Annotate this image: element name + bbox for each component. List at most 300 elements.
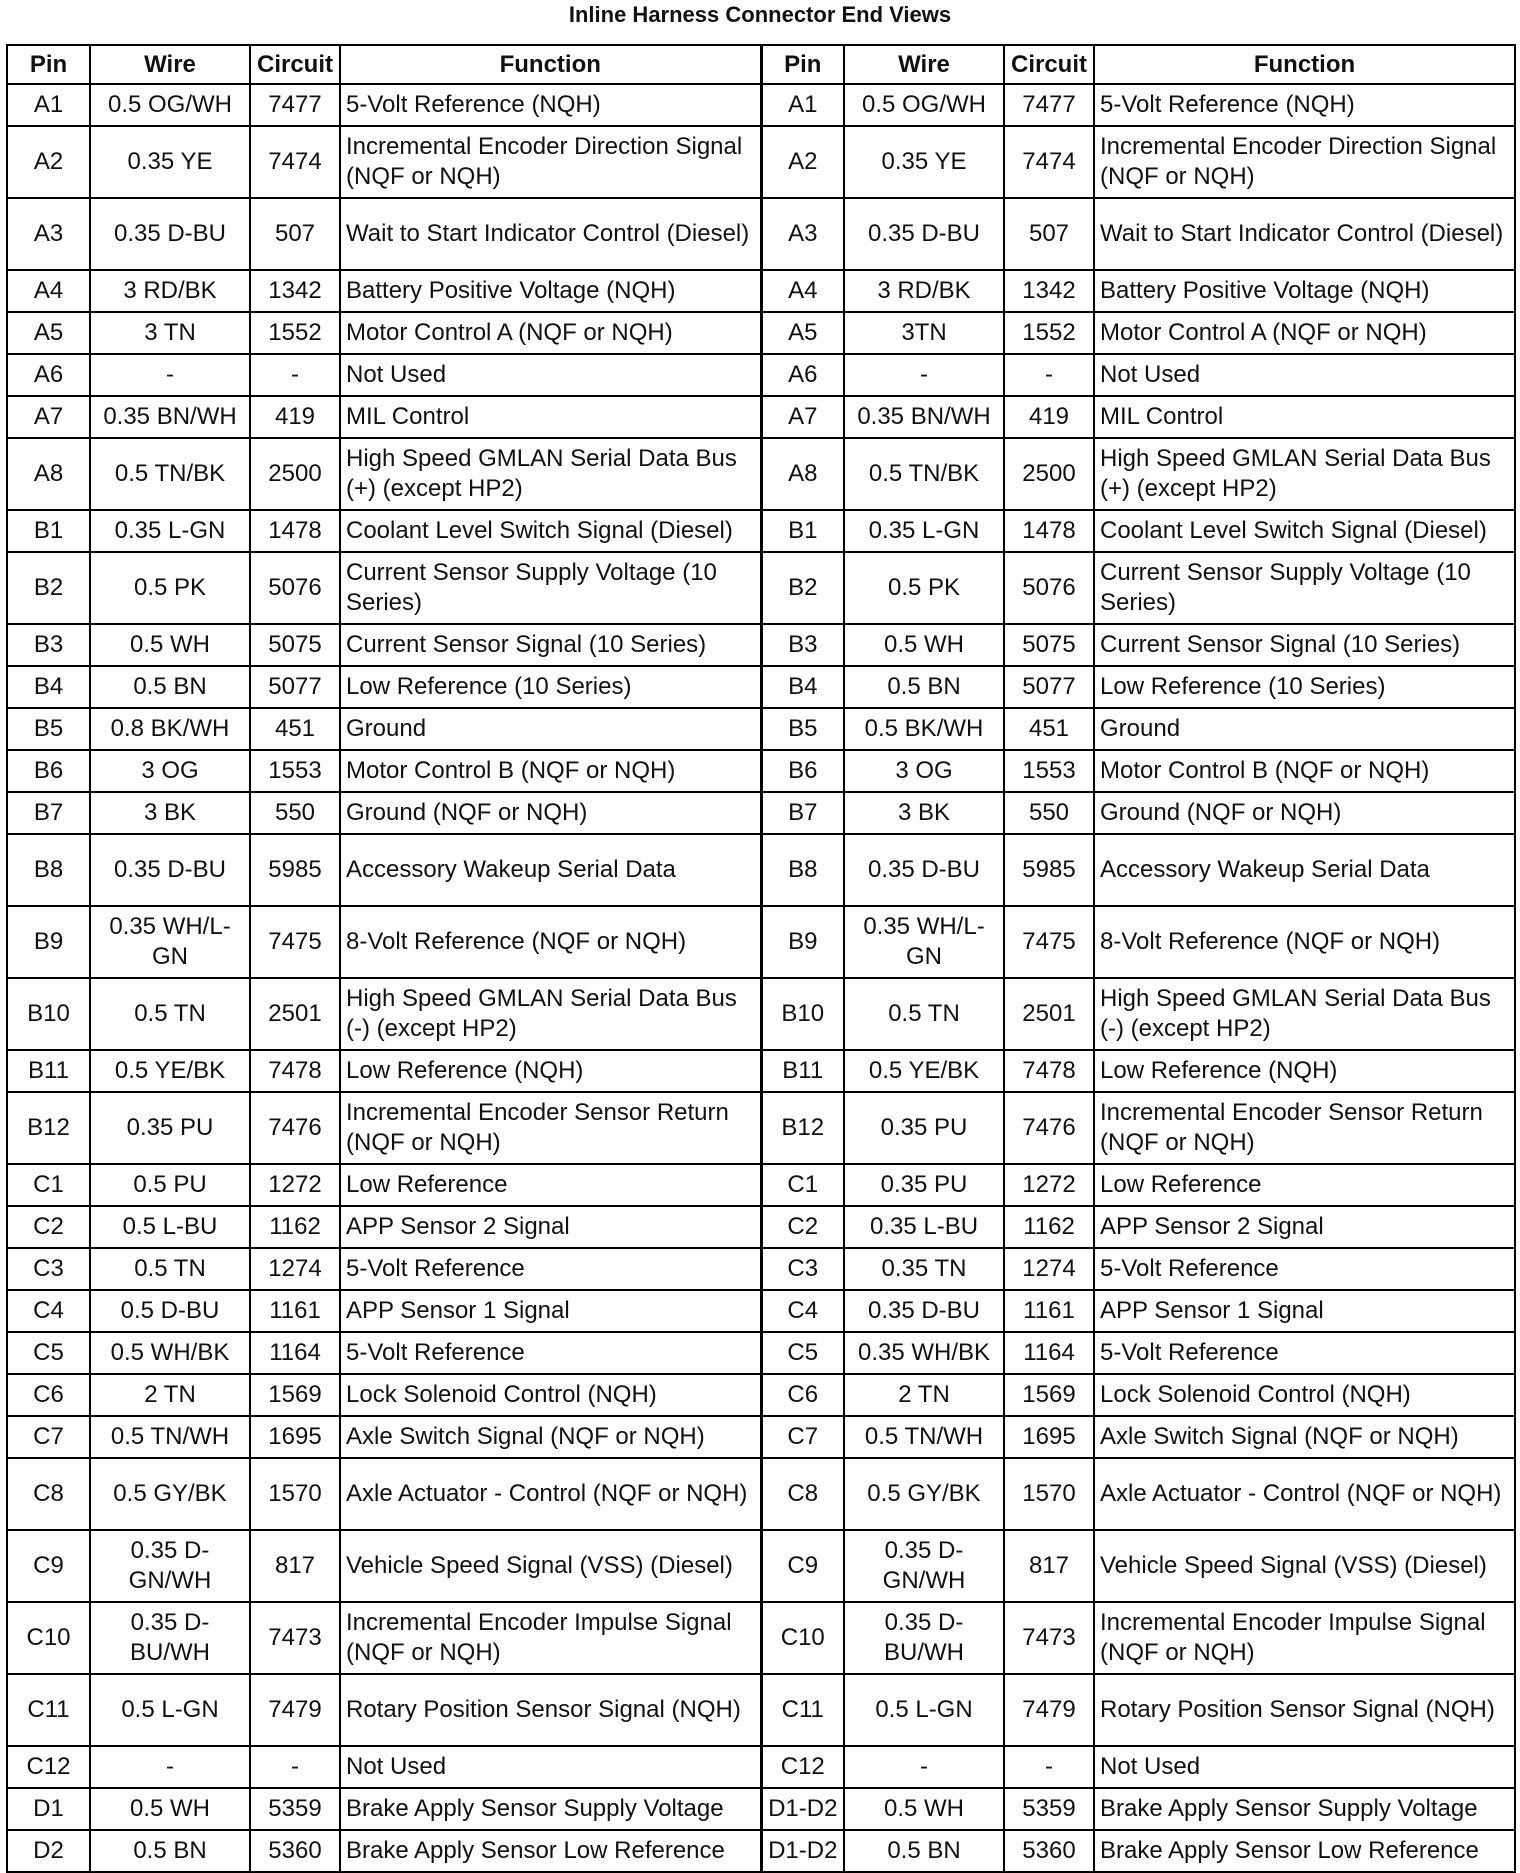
circuit-cell: - [1004, 1746, 1094, 1788]
pin-cell: C12 [7, 1746, 90, 1788]
wire-cell: 2 TN [90, 1374, 250, 1416]
pin-cell: C2 [7, 1206, 90, 1248]
wire-cell: 0.5 L-GN [90, 1674, 250, 1746]
function-cell: Battery Positive Voltage (NQH) [1094, 270, 1515, 312]
circuit-cell: 5076 [250, 552, 340, 624]
function-cell: Lock Solenoid Control (NQH) [340, 1374, 761, 1416]
circuit-cell: - [1004, 354, 1094, 396]
function-cell: 5-Volt Reference [1094, 1248, 1515, 1290]
pin-cell: B1 [761, 510, 844, 552]
circuit-cell: 7478 [250, 1050, 340, 1092]
table-row [7, 126, 1515, 198]
circuit-cell: 1161 [250, 1290, 340, 1332]
circuit-cell: 550 [1004, 792, 1094, 834]
function-cell: Lock Solenoid Control (NQH) [1094, 1374, 1515, 1416]
wire-cell: 0.5 TN/BK [844, 438, 1004, 510]
connector-table [6, 44, 1516, 1873]
header-wire: Wire [844, 45, 1004, 84]
function-cell: High Speed GMLAN Serial Data Bus (-) (except HP2) [340, 978, 761, 1050]
function-cell: APP Sensor 2 Signal [1094, 1206, 1515, 1248]
wire-cell: 0.35 WH/L-GN [90, 906, 250, 978]
pin-cell: B3 [7, 624, 90, 666]
circuit-cell: 1553 [1004, 750, 1094, 792]
function-cell: 5-Volt Reference [340, 1248, 761, 1290]
function-cell: High Speed GMLAN Serial Data Bus (+) (except HP2) [1094, 438, 1515, 510]
circuit-cell: 5075 [250, 624, 340, 666]
circuit-cell: 419 [250, 396, 340, 438]
wire-cell: 0.35 PU [844, 1164, 1004, 1206]
wire-cell: 0.5 TN/WH [844, 1416, 1004, 1458]
function-cell: Ground [1094, 708, 1515, 750]
circuit-cell: 1162 [1004, 1206, 1094, 1248]
wire-cell: 0.5 TN [90, 978, 250, 1050]
table-row [7, 792, 1515, 834]
table-row [7, 552, 1515, 624]
table-row [7, 1332, 1515, 1374]
circuit-cell: 7474 [1004, 126, 1094, 198]
function-cell: Incremental Encoder Impulse Signal (NQF or NQH) [340, 1602, 761, 1674]
function-cell: MIL Control [340, 396, 761, 438]
pin-cell: A1 [761, 84, 844, 126]
wire-cell: 0.5 OG/WH [90, 84, 250, 126]
header-wire: Wire [90, 45, 250, 84]
function-cell: Battery Positive Voltage (NQH) [340, 270, 761, 312]
circuit-cell: 7479 [1004, 1674, 1094, 1746]
pin-cell: A5 [761, 312, 844, 354]
function-cell: Incremental Encoder Direction Signal (NQF or NQH) [340, 126, 761, 198]
circuit-cell: 5077 [1004, 666, 1094, 708]
wire-cell: 0.5 GY/BK [90, 1458, 250, 1530]
wire-cell: 0.35 PU [844, 1092, 1004, 1164]
pin-cell: C4 [7, 1290, 90, 1332]
table-row [7, 666, 1515, 708]
pin-cell: A6 [761, 354, 844, 396]
table-row [7, 750, 1515, 792]
function-cell: Low Reference [1094, 1164, 1515, 1206]
table-row [7, 1746, 1515, 1788]
circuit-cell: 7473 [250, 1602, 340, 1674]
circuit-cell: 7478 [1004, 1050, 1094, 1092]
function-cell: Axle Switch Signal (NQF or NQH) [1094, 1416, 1515, 1458]
header-circuit: Circuit [250, 45, 340, 84]
function-cell: Coolant Level Switch Signal (Diesel) [1094, 510, 1515, 552]
circuit-cell: 507 [1004, 198, 1094, 270]
pin-cell: A1 [7, 84, 90, 126]
circuit-cell: 1695 [1004, 1416, 1094, 1458]
table-row [7, 1602, 1515, 1674]
circuit-cell: 5359 [250, 1788, 340, 1830]
wire-cell: 0.5 GY/BK [844, 1458, 1004, 1530]
circuit-cell: 7476 [1004, 1092, 1094, 1164]
pin-cell: C12 [761, 1746, 844, 1788]
pin-cell: B3 [761, 624, 844, 666]
circuit-cell: 7473 [1004, 1602, 1094, 1674]
pin-cell: A6 [7, 354, 90, 396]
function-cell: Ground (NQF or NQH) [340, 792, 761, 834]
circuit-cell: 1342 [250, 270, 340, 312]
pin-cell: D2 [7, 1830, 90, 1872]
wire-cell: - [844, 354, 1004, 396]
function-cell: Incremental Encoder Impulse Signal (NQF or NQH) [1094, 1602, 1515, 1674]
function-cell: High Speed GMLAN Serial Data Bus (+) (except HP2) [340, 438, 761, 510]
circuit-cell: 7476 [250, 1092, 340, 1164]
circuit-cell: 7475 [1004, 906, 1094, 978]
function-cell: Rotary Position Sensor Signal (NQH) [1094, 1674, 1515, 1746]
pin-cell: A3 [7, 198, 90, 270]
function-cell: Vehicle Speed Signal (VSS) (Diesel) [1094, 1530, 1515, 1602]
circuit-cell: 7477 [250, 84, 340, 126]
function-cell: 8-Volt Reference (NQF or NQH) [340, 906, 761, 978]
function-cell: High Speed GMLAN Serial Data Bus (-) (except HP2) [1094, 978, 1515, 1050]
function-cell: Low Reference (NQH) [340, 1050, 761, 1092]
pin-cell: A8 [7, 438, 90, 510]
function-cell: Brake Apply Sensor Supply Voltage [1094, 1788, 1515, 1830]
header-function: Function [340, 45, 761, 84]
pin-cell: B2 [761, 552, 844, 624]
function-cell: Accessory Wakeup Serial Data [1094, 834, 1515, 906]
table-row [7, 978, 1515, 1050]
wire-cell: 3 BK [844, 792, 1004, 834]
function-cell: Coolant Level Switch Signal (Diesel) [340, 510, 761, 552]
circuit-cell: 1164 [1004, 1332, 1094, 1374]
pin-cell: C4 [761, 1290, 844, 1332]
pin-cell: B8 [761, 834, 844, 906]
table-row [7, 84, 1515, 126]
wire-cell: 0.35 D-GN/WH [844, 1530, 1004, 1602]
circuit-cell: - [250, 354, 340, 396]
wire-cell: 2 TN [844, 1374, 1004, 1416]
wire-cell: 0.5 L-BU [90, 1206, 250, 1248]
circuit-cell: 5075 [1004, 624, 1094, 666]
function-cell: Wait to Start Indicator Control (Diesel) [1094, 198, 1515, 270]
wire-cell: 0.35 D-BU/WH [844, 1602, 1004, 1674]
wire-cell: 0.5 TN [844, 978, 1004, 1050]
function-cell: Low Reference (NQH) [1094, 1050, 1515, 1092]
wire-cell: 0.5 PU [90, 1164, 250, 1206]
pin-cell: C5 [7, 1332, 90, 1374]
wire-cell: 0.35 WH/L-GN [844, 906, 1004, 978]
table-row [7, 624, 1515, 666]
function-cell: Motor Control B (NQF or NQH) [1094, 750, 1515, 792]
table-row [7, 1374, 1515, 1416]
table-row [7, 1674, 1515, 1746]
pin-cell: A8 [761, 438, 844, 510]
circuit-cell: 817 [1004, 1530, 1094, 1602]
table-row [7, 1530, 1515, 1602]
wire-cell: 0.5 BN [90, 666, 250, 708]
function-cell: Motor Control A (NQF or NQH) [340, 312, 761, 354]
wire-cell: 0.5 PK [844, 552, 1004, 624]
pin-cell: D1-D2 [761, 1788, 844, 1830]
function-cell: Low Reference (10 Series) [1094, 666, 1515, 708]
pin-cell: A7 [7, 396, 90, 438]
wire-cell: 0.35 L-GN [844, 510, 1004, 552]
circuit-cell: 1552 [250, 312, 340, 354]
circuit-cell: 451 [1004, 708, 1094, 750]
pin-cell: B11 [7, 1050, 90, 1092]
pin-cell: B6 [761, 750, 844, 792]
circuit-cell: 5360 [250, 1830, 340, 1872]
table-row [7, 1458, 1515, 1530]
function-cell: 5-Volt Reference [1094, 1332, 1515, 1374]
pin-cell: C8 [7, 1458, 90, 1530]
circuit-cell: 1342 [1004, 270, 1094, 312]
wire-cell: 3TN [844, 312, 1004, 354]
pin-cell: B6 [7, 750, 90, 792]
header-function: Function [1094, 45, 1515, 84]
wire-cell: 0.5 BK/WH [844, 708, 1004, 750]
function-cell: Brake Apply Sensor Low Reference [340, 1830, 761, 1872]
table-row [7, 270, 1515, 312]
table-row [7, 1788, 1515, 1830]
pin-cell: B4 [7, 666, 90, 708]
function-cell: Current Sensor Signal (10 Series) [1094, 624, 1515, 666]
circuit-cell: 5077 [250, 666, 340, 708]
function-cell: 8-Volt Reference (NQF or NQH) [1094, 906, 1515, 978]
wire-cell: 0.35 D-BU [90, 834, 250, 906]
table-row [7, 354, 1515, 396]
wire-cell: 0.35 L-GN [90, 510, 250, 552]
circuit-cell: 419 [1004, 396, 1094, 438]
function-cell: 5-Volt Reference (NQH) [1094, 84, 1515, 126]
function-cell: Motor Control A (NQF or NQH) [1094, 312, 1515, 354]
table-row [7, 834, 1515, 906]
pin-cell: D1 [7, 1788, 90, 1830]
header-pin: Pin [761, 45, 844, 84]
function-cell: Low Reference [340, 1164, 761, 1206]
circuit-cell: 1162 [250, 1206, 340, 1248]
pin-cell: C3 [7, 1248, 90, 1290]
wire-cell: 0.5 WH/BK [90, 1332, 250, 1374]
wire-cell: 3 RD/BK [844, 270, 1004, 312]
function-cell: Brake Apply Sensor Supply Voltage [340, 1788, 761, 1830]
circuit-cell: 7474 [250, 126, 340, 198]
function-cell: Wait to Start Indicator Control (Diesel) [340, 198, 761, 270]
circuit-cell: 2501 [1004, 978, 1094, 1050]
table-row [7, 906, 1515, 978]
circuit-cell: 2500 [1004, 438, 1094, 510]
function-cell: Axle Actuator - Control (NQF or NQH) [1094, 1458, 1515, 1530]
pin-cell: C10 [761, 1602, 844, 1674]
circuit-cell: 1569 [250, 1374, 340, 1416]
wire-cell: 0.5 OG/WH [844, 84, 1004, 126]
wire-cell: 3 BK [90, 792, 250, 834]
table-row [7, 708, 1515, 750]
wire-cell: 0.35 D-BU [844, 198, 1004, 270]
wire-cell: 0.5 BN [844, 666, 1004, 708]
wire-cell: 0.5 D-BU [90, 1290, 250, 1332]
function-cell: Not Used [340, 354, 761, 396]
pin-cell: C7 [7, 1416, 90, 1458]
circuit-cell: 451 [250, 708, 340, 750]
circuit-cell: 1274 [1004, 1248, 1094, 1290]
function-cell: APP Sensor 2 Signal [340, 1206, 761, 1248]
function-cell: Not Used [340, 1746, 761, 1788]
wire-cell: 0.5 L-GN [844, 1674, 1004, 1746]
function-cell: Incremental Encoder Sensor Return (NQF or NQH) [1094, 1092, 1515, 1164]
circuit-cell: 7475 [250, 906, 340, 978]
wire-cell: 3 TN [90, 312, 250, 354]
circuit-cell: 1161 [1004, 1290, 1094, 1332]
wire-cell: 0.5 BN [844, 1830, 1004, 1872]
pin-cell: A7 [761, 396, 844, 438]
pin-cell: B9 [761, 906, 844, 978]
circuit-cell: 5985 [250, 834, 340, 906]
circuit-cell: 1272 [1004, 1164, 1094, 1206]
table-row [7, 1092, 1515, 1164]
table-row [7, 198, 1515, 270]
table-row [7, 1830, 1515, 1872]
wire-cell: 0.35 YE [90, 126, 250, 198]
wire-cell: 0.5 WH [844, 1788, 1004, 1830]
header-circuit: Circuit [1004, 45, 1094, 84]
page-title: Inline Harness Connector End Views [568, 2, 952, 27]
pin-cell: C6 [761, 1374, 844, 1416]
circuit-cell: 2501 [250, 978, 340, 1050]
wire-cell: 3 OG [90, 750, 250, 792]
pin-cell: C9 [761, 1530, 844, 1602]
circuit-cell: 550 [250, 792, 340, 834]
pin-cell: C6 [7, 1374, 90, 1416]
function-cell: 5-Volt Reference [340, 1332, 761, 1374]
pin-cell: B7 [7, 792, 90, 834]
wire-cell: 3 RD/BK [90, 270, 250, 312]
function-cell: Ground [340, 708, 761, 750]
function-cell: Brake Apply Sensor Low Reference [1094, 1830, 1515, 1872]
wire-cell: 0.5 YE/BK [90, 1050, 250, 1092]
pin-cell: A4 [7, 270, 90, 312]
wire-cell: 0.35 D-GN/WH [90, 1530, 250, 1602]
pin-cell: A5 [7, 312, 90, 354]
pin-cell: B10 [7, 978, 90, 1050]
wire-cell: 0.35 D-BU [844, 1290, 1004, 1332]
pin-cell: C8 [761, 1458, 844, 1530]
circuit-cell: 7477 [1004, 84, 1094, 126]
wire-cell: 0.35 YE [844, 126, 1004, 198]
function-cell: Axle Switch Signal (NQF or NQH) [340, 1416, 761, 1458]
pin-cell: A3 [761, 198, 844, 270]
wire-cell: 0.35 BN/WH [844, 396, 1004, 438]
function-cell: Ground (NQF or NQH) [1094, 792, 1515, 834]
function-cell: Current Sensor Supply Voltage (10 Series) [340, 552, 761, 624]
function-cell: Not Used [1094, 354, 1515, 396]
table-row [7, 312, 1515, 354]
circuit-cell: 817 [250, 1530, 340, 1602]
wire-cell: - [90, 354, 250, 396]
wire-cell: 0.35 BN/WH [90, 396, 250, 438]
circuit-cell: 1569 [1004, 1374, 1094, 1416]
function-cell: Current Sensor Signal (10 Series) [340, 624, 761, 666]
wire-cell: 0.5 PK [90, 552, 250, 624]
circuit-cell: 1164 [250, 1332, 340, 1374]
function-cell: Axle Actuator - Control (NQF or NQH) [340, 1458, 761, 1530]
function-cell: Incremental Encoder Direction Signal (NQF or NQH) [1094, 126, 1515, 198]
pin-cell: B12 [7, 1092, 90, 1164]
circuit-cell: 5359 [1004, 1788, 1094, 1830]
table-row [7, 396, 1515, 438]
pin-cell: B11 [761, 1050, 844, 1092]
header-pin: Pin [7, 45, 90, 84]
circuit-cell: 1478 [250, 510, 340, 552]
pin-cell: B9 [7, 906, 90, 978]
table-row [7, 1290, 1515, 1332]
wire-cell: 0.5 YE/BK [844, 1050, 1004, 1092]
function-cell: APP Sensor 1 Signal [1094, 1290, 1515, 1332]
circuit-cell: 7479 [250, 1674, 340, 1746]
circuit-cell: 1570 [250, 1458, 340, 1530]
circuit-cell: 1695 [250, 1416, 340, 1458]
pin-cell: B5 [7, 708, 90, 750]
function-cell: Low Reference (10 Series) [340, 666, 761, 708]
pin-cell: B12 [761, 1092, 844, 1164]
circuit-cell: 1478 [1004, 510, 1094, 552]
header-row [7, 45, 1515, 84]
wire-cell: 0.5 WH [90, 1788, 250, 1830]
circuit-cell: 1570 [1004, 1458, 1094, 1530]
wire-cell: 0.35 D-BU/WH [90, 1602, 250, 1674]
pin-cell: A4 [761, 270, 844, 312]
circuit-cell: - [250, 1746, 340, 1788]
pin-cell: C5 [761, 1332, 844, 1374]
wire-cell: 0.35 WH/BK [844, 1332, 1004, 1374]
table-row [7, 1416, 1515, 1458]
wire-cell: 0.5 WH [90, 624, 250, 666]
pin-cell: C7 [761, 1416, 844, 1458]
circuit-cell: 5360 [1004, 1830, 1094, 1872]
wire-cell: 0.5 TN/WH [90, 1416, 250, 1458]
pin-cell: B4 [761, 666, 844, 708]
pin-cell: B10 [761, 978, 844, 1050]
pin-cell: B8 [7, 834, 90, 906]
pin-cell: C10 [7, 1602, 90, 1674]
pin-cell: B7 [761, 792, 844, 834]
wire-cell: 0.35 PU [90, 1092, 250, 1164]
wire-cell: 0.35 TN [844, 1248, 1004, 1290]
circuit-cell: 1552 [1004, 312, 1094, 354]
table-row [7, 1164, 1515, 1206]
wire-cell: 0.35 D-BU [844, 834, 1004, 906]
pin-cell: C1 [761, 1164, 844, 1206]
pin-cell: C11 [761, 1674, 844, 1746]
pin-cell: C9 [7, 1530, 90, 1602]
pin-cell: A2 [7, 126, 90, 198]
function-cell: MIL Control [1094, 396, 1515, 438]
pin-cell: C11 [7, 1674, 90, 1746]
pin-cell: C3 [761, 1248, 844, 1290]
circuit-cell: 507 [250, 198, 340, 270]
table-row [7, 1050, 1515, 1092]
wire-cell: 0.5 TN/BK [90, 438, 250, 510]
table-row [7, 438, 1515, 510]
pin-cell: A2 [761, 126, 844, 198]
wire-cell: 0.35 L-BU [844, 1206, 1004, 1248]
wire-cell: - [844, 1746, 1004, 1788]
circuit-cell: 5076 [1004, 552, 1094, 624]
circuit-cell: 5985 [1004, 834, 1094, 906]
pin-cell: C2 [761, 1206, 844, 1248]
table-row [7, 1206, 1515, 1248]
table-row [7, 510, 1515, 552]
pin-cell: B5 [761, 708, 844, 750]
circuit-cell: 1272 [250, 1164, 340, 1206]
wire-cell: 3 OG [844, 750, 1004, 792]
function-cell: 5-Volt Reference (NQH) [340, 84, 761, 126]
function-cell: Vehicle Speed Signal (VSS) (Diesel) [340, 1530, 761, 1602]
function-cell: APP Sensor 1 Signal [340, 1290, 761, 1332]
circuit-cell: 2500 [250, 438, 340, 510]
pin-cell: B2 [7, 552, 90, 624]
circuit-cell: 1553 [250, 750, 340, 792]
